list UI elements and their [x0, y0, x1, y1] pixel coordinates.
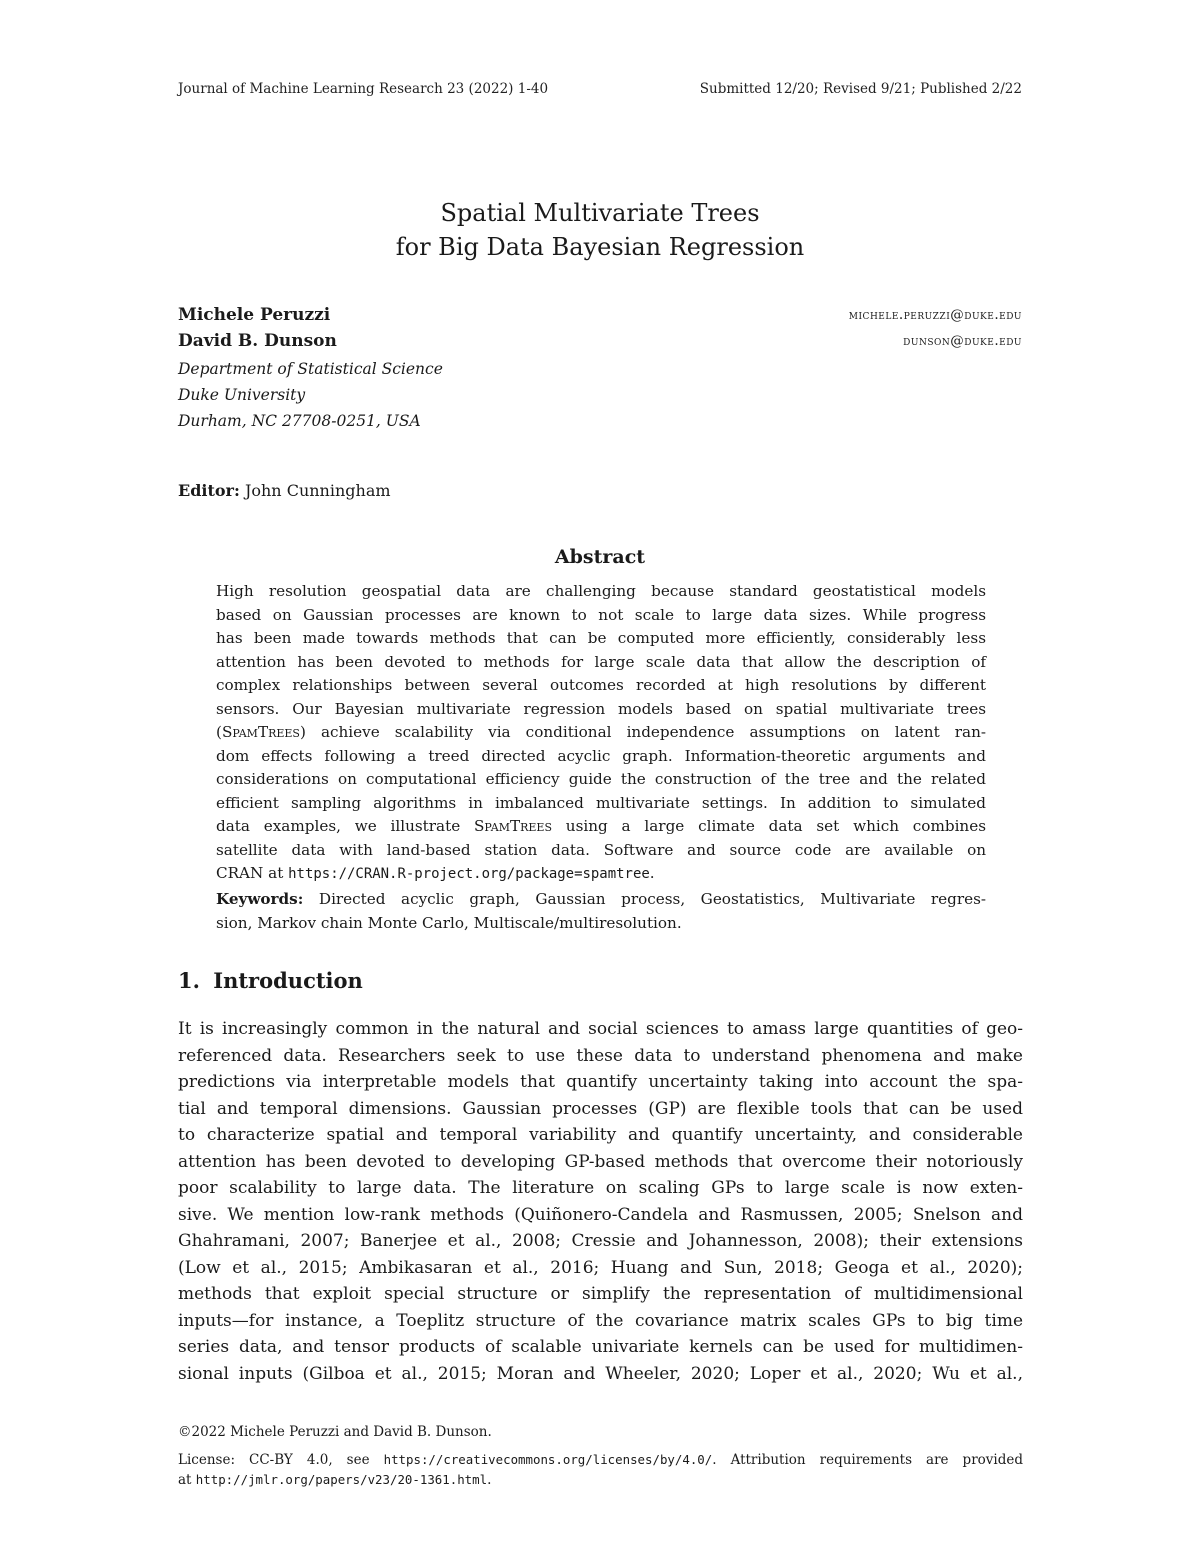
copyright-notice: ©2022 Michele Peruzzi and David B. Dunson.	[178, 1424, 492, 1440]
intro-line: attention has been devoted to developing GP-based methods that overcome their notoriously	[178, 1151, 1023, 1172]
keywords-block	[216, 888, 986, 935]
title-line-1: Spatial Multivariate Trees	[440, 199, 760, 227]
license-link[interactable]: https://creativecommons.org/licenses/by/4.0/	[383, 1452, 713, 1467]
intro-line: series data, and tensor products of scalable univariate kernels can be used for multidimen-	[178, 1337, 1023, 1357]
abstract-line: considerations on computational efficiency guide the construction of the tree and the related	[216, 770, 986, 788]
keywords-text-1: Directed acyclic graph, Gaussian process, Geostatistics, Multivariate regres-	[318, 890, 987, 908]
author-email-2[interactable]: dunson@duke.edu	[903, 333, 1022, 349]
intro-line: poor scalability to large data. The literature on scaling GPs to large scale is now exten-	[178, 1178, 1023, 1198]
title-line-2: for Big Data Bayesian Regression	[395, 233, 805, 261]
keywords-label: Keywords:	[216, 890, 304, 908]
abstract-line: High resolution geospatial data are challenging because standard geostatistical models	[216, 582, 986, 600]
license-line-1	[178, 1450, 1023, 1470]
section-number: 1.	[178, 968, 200, 993]
author-email-1[interactable]: michele.peruzzi@duke.edu	[848, 307, 1022, 323]
attribution-link[interactable]: http://jmlr.org/papers/v23/20-1361.html	[195, 1472, 488, 1487]
section-title: Introduction	[213, 968, 363, 993]
cran-prefix: CRAN at	[216, 864, 284, 882]
affiliation-university: Duke University	[178, 386, 306, 404]
paper-title	[0, 196, 1200, 264]
license-end: .	[487, 1472, 492, 1488]
abstract-line: complex relationships between several outcomes recorded at high resolutions by different	[216, 676, 986, 694]
intro-line: to characterize spatial and temporal variability and quantify uncertainty, and considerable	[178, 1125, 1023, 1145]
editor-line	[178, 478, 391, 504]
abstract-line: sensors. Our Bayesian multivariate regression models based on spatial multivariate trees	[216, 699, 986, 718]
abstract-line: has been made towards methods that can be computed more efficiently, considerably less	[216, 629, 986, 647]
abstract-heading: Abstract	[554, 546, 646, 568]
abstract-line: attention has been devoted to methods for large scale data that allow the description of	[216, 652, 986, 671]
license-prefix: License: CC-BY 4.0, see	[178, 1452, 370, 1468]
abstract-line: dom effects following a treed directed acyclic graph. Information-theoretic arguments and	[216, 746, 986, 765]
abstract-body	[216, 580, 986, 887]
abstract-cran-line	[216, 862, 986, 887]
keywords-line-2: sion, Markov chain Monte Carlo, Multiscale/multiresolution.	[216, 913, 682, 932]
license-at: at	[178, 1472, 192, 1488]
spamtrees-name: SpamTrees	[473, 817, 552, 835]
abstract-line: based on Gaussian processes are known to not scale to large data sizes. While progress	[216, 605, 986, 624]
intro-line: sional inputs (Gilboa et al., 2015; Moran and Wheeler, 2020; Loper et al., 2020; Wu et al.,	[178, 1363, 1023, 1384]
spamtrees-name: SpamTrees	[221, 723, 300, 741]
license-line-2	[178, 1470, 1023, 1490]
cran-suffix: .	[649, 864, 655, 882]
cran-link[interactable]: https://CRAN.R-project.org/package=spamtree	[288, 866, 650, 882]
introduction-body	[178, 1016, 1023, 1387]
license-mid: . Attribution requirements are provided	[712, 1452, 1023, 1468]
author-name-2: David B. Dunson	[178, 331, 337, 351]
keywords-line-1	[216, 888, 986, 912]
intro-line: Ghahramani, 2007; Banerjee et al., 2008; Cressie and Johannesson, 2008); their extensions	[178, 1231, 1023, 1251]
affiliation-address: Durham, NC 27708-0251, USA	[178, 412, 421, 430]
section-heading	[178, 968, 363, 993]
journal-header: Journal of Machine Learning Research 23 (2022) 1-40	[178, 81, 549, 97]
author-name-1: Michele Peruzzi	[178, 305, 331, 325]
submission-dates: Submitted 12/20; Revised 9/21; Published 2/22	[699, 81, 1022, 97]
affiliation-department: Department of Statistical Science	[178, 360, 443, 378]
intro-line: tial and temporal dimensions. Gaussian processes (GP) are flexible tools that can be used	[178, 1098, 1023, 1119]
editor-name: John Cunningham	[244, 481, 391, 500]
editor-label: Editor:	[178, 481, 240, 500]
intro-line: inputs—for instance, a Toeplitz structure of the covariance matrix scales GPs to big time	[178, 1310, 1023, 1331]
intro-line: predictions via interpretable models that quantify uncertainty taking into account the spa-	[178, 1072, 1023, 1092]
intro-line: sive. We mention low-rank methods (Quiñonero-Candela and Rasmussen, 2005; Snelson and	[178, 1204, 1023, 1225]
abstract-line: (SpamTrees) achieve scalability via conditional independence assumptions on latent ran-	[216, 723, 986, 741]
abstract-line: data examples, we illustrate SpamTrees using a large climate data set which combines	[216, 817, 986, 835]
intro-line: (Low et al., 2015; Ambikasaran et al., 2016; Huang and Sun, 2018; Geoga et al., 2020);	[178, 1257, 1023, 1278]
intro-line: It is increasingly common in the natural and social sciences to amass large quantities of geo-	[178, 1019, 1023, 1039]
abstract-line: efficient sampling algorithms in imbalanced multivariate settings. In addition to simulated	[216, 793, 986, 812]
intro-line: methods that exploit special structure or simplify the representation of multidimensional	[178, 1284, 1023, 1304]
license-block	[178, 1450, 1023, 1490]
intro-line: referenced data. Researchers seek to use these data to understand phenomena and make	[178, 1045, 1023, 1066]
abstract-line: satellite data with land-based station data. Software and source code are available on	[216, 840, 986, 859]
